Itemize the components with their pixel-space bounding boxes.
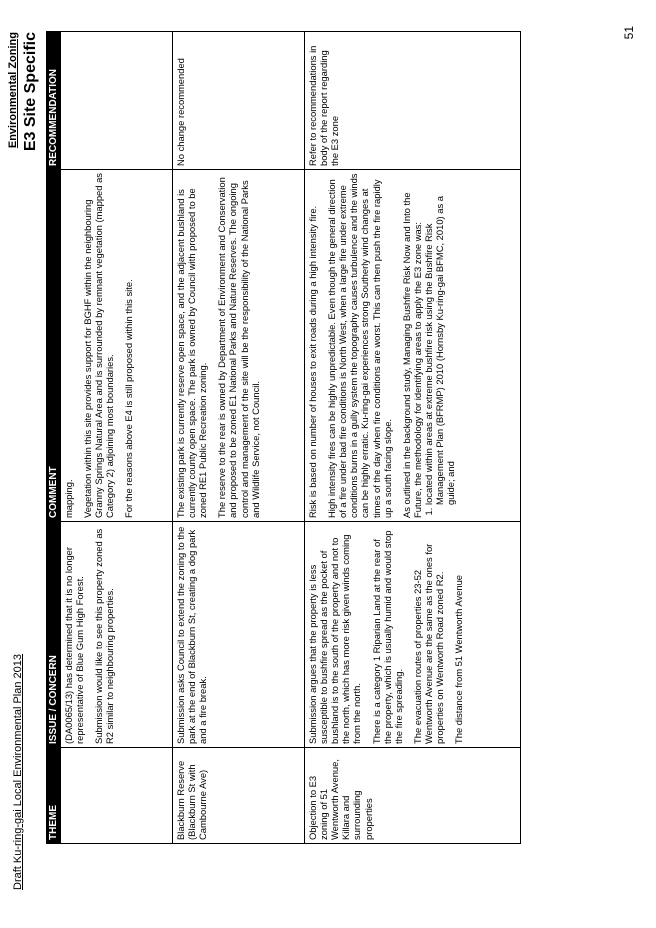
table-row (173, 32, 305, 844)
issue-paragraph: Submission asks Council to extend the zoning to the park at the end of Blackburn St, creating a dog park and a fire break. (175, 526, 209, 744)
subsection-title: E3 Site Specific (22, 32, 39, 152)
theme-cell: Blackburn Reserve (Blackburn St with Cambourne Ave) (173, 748, 305, 844)
issue-cell (305, 522, 521, 748)
comment-paragraph: Risk is based on number of houses to exit roads during a high intensity fire. (307, 205, 319, 518)
issue-cell (173, 522, 305, 748)
comment-paragraph: As outlined in the background study, Managing Bushfire Risk Now and Into the Future, the methodology for identifying areas to apply the E3 zone was: (400, 192, 423, 518)
issue-paragraph: There is a category 1 Riparian Land at the rear of the property, which is usually humid and would stop the fire spreading. (370, 530, 404, 744)
page-number: 51 (622, 26, 636, 40)
column-header-recommendation: RECOMMENDATION (47, 32, 61, 170)
comment-paragraph: For the reasons above E4 is still proposed within this site. (123, 279, 135, 518)
issue-paragraph: The evacuation routes of properties 23-52 Wentworth Avenue are the same as the ones for properties on Wentworth Road zoned R2. (411, 543, 446, 744)
comment-paragraph: mapping. (63, 479, 75, 518)
recommendation-cell: Refer to recommendations in body of the report regarding the E3 zone (305, 32, 521, 170)
theme-cell: Objection to E3 zoning of 51 Wentworth Avenue, Killara and surrounding properties (305, 748, 521, 844)
comment-paragraph: Vegetation within this site provides support for BGHF within the neighbouring Granny Springs Natural Area and is surrounded by remnant vegetation (mapped as Category 2) adjoining most boundaries. (82, 173, 116, 518)
comment-cell (173, 170, 305, 522)
column-header-theme: THEME (47, 748, 61, 844)
section-title: Environmental Zoning (7, 32, 19, 149)
issue-paragraph: (DA0065/13) has determined that it is no longer representative of Blue Gum High Forest. (63, 547, 86, 744)
section-heading (6, 32, 40, 151)
criteria-list (423, 173, 456, 518)
list-item: 1. located within areas at extreme bushfire risk using the Bushfire Risk Management Plan (BFRMP) 2010 (Hornsby Ku-ring-gai BFMC, 2010) as a guide; and (423, 173, 456, 505)
comment-paragraph: The existing park is currently reserve open space, and the adjacent bushland is currently county open space. The park is owned by Council with proposed to be zoned RE1 Public Recreation zoning. (175, 188, 209, 518)
recommendation-cell: No change recommended (173, 32, 305, 170)
comment-paragraph: High intensity fires can be highly unpredictable. Even though the general direction of a fire under bad fire conditions is North West, when a large fire under extreme conditions burns in a gully system the topography causes turbulence and the winds can be highly erratic. Ku-ring-gai experiences strong Southerly wind changes at times of the day when fire conditions are worst. This can then push the fire rapidly up a south facing slope. (326, 173, 393, 518)
issue-paragraph: The distance from 51 Wentworth Avenue (453, 574, 465, 744)
table-header-row (47, 32, 61, 844)
column-header-issue: ISSUE / CONCERN (47, 522, 61, 748)
recommendation-cell (61, 32, 173, 170)
table-row (305, 32, 521, 844)
issue-cell (61, 522, 173, 748)
table-row (61, 32, 173, 844)
issue-paragraph: Submission would like to see this property zoned as R2 similar to neighbouring properties. (93, 528, 116, 744)
document-title: Draft Ku-ring-gai Local Environmental Plan 2013 (12, 653, 24, 890)
comment-cell (61, 170, 173, 522)
comment-paragraph: The reserve to the rear is owned by Department of Environment and Conservation and proposed to be zoned E1 National Parks and Nature Reserves. The ongoing control and management of the site will be the responsibility of the National Parks and Wildlife Service, not Council. (216, 177, 261, 518)
comment-cell (305, 170, 521, 522)
submissions-table (46, 31, 521, 844)
theme-cell (61, 748, 173, 844)
column-header-comment: COMMENT (47, 170, 61, 522)
issue-paragraph: Submission argues that the property is less susceptible to bushfire spread as the pocket of bushland is to the south of the property and not to the north, which has more risk given winds coming from the north. (307, 534, 363, 744)
